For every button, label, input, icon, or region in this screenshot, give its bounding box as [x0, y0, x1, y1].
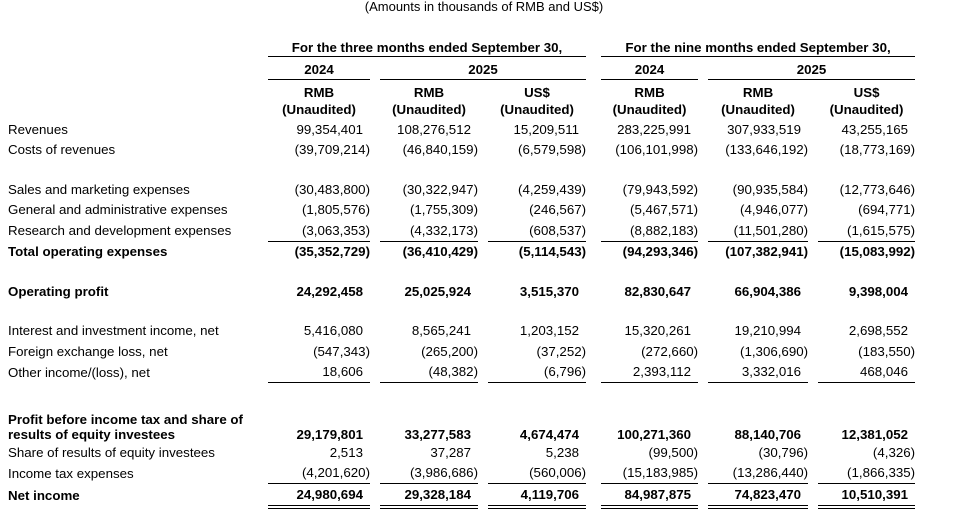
col-gap: [370, 442, 380, 463]
col-gap: [586, 241, 601, 262]
col-gap: [586, 341, 601, 362]
col-gap: [586, 321, 601, 342]
col-gap: [698, 463, 708, 484]
col-gap: [370, 80, 380, 101]
value-cell: (560,006): [488, 463, 586, 484]
value-cell: (547,343): [313, 343, 370, 359]
col-gap: [586, 442, 601, 463]
table-body: [8, 119, 915, 507]
col-gap: [370, 484, 380, 507]
value-cell: (30,322,947): [402, 181, 478, 197]
col-gap: [478, 463, 488, 484]
value-cell: 1,203,152: [519, 323, 580, 339]
value-cell: 4,674,474: [519, 427, 580, 442]
row-label: Revenues: [8, 121, 68, 137]
col-gap: [698, 200, 708, 221]
col-gap: [478, 119, 488, 140]
value-cell: (1,306,690): [740, 343, 809, 359]
col-gap: [370, 100, 380, 119]
value-cell: 18,606: [268, 362, 370, 383]
col-gap: [370, 220, 380, 241]
col-gap: [698, 402, 708, 442]
value-cell: (13,286,440): [708, 463, 808, 484]
value-cell: (3,986,686): [380, 463, 478, 484]
value-cell: (35,352,729): [294, 244, 370, 260]
value-cell: (4,326): [872, 444, 916, 460]
row-label: General and administrative expenses: [8, 202, 228, 218]
value-cell: (15,083,992): [839, 244, 916, 260]
col-gap: [370, 281, 380, 302]
col-gap: [478, 220, 488, 241]
value-cell: 5,238: [545, 444, 580, 460]
col-gap: [808, 119, 818, 140]
value-cell: 29,179,801: [296, 427, 363, 442]
col-gap: [698, 119, 708, 140]
col-gap: [698, 220, 708, 241]
col-gap: [586, 281, 601, 302]
col-gap: [698, 281, 708, 302]
currency-header: RMB: [634, 85, 665, 100]
col-gap: [478, 402, 488, 442]
unaudited-header: (Unaudited): [829, 102, 904, 117]
value-cell: 4,119,706: [488, 484, 586, 507]
corner-cell: [8, 100, 268, 119]
value-cell: (1,866,335): [818, 463, 915, 484]
value-cell: 15,320,261: [624, 323, 692, 339]
value-cell: 29,328,184: [380, 484, 478, 507]
value-cell: 82,830,647: [624, 283, 692, 299]
col-gap: [808, 442, 818, 463]
col-gap: [698, 484, 708, 507]
value-cell: (6,579,598): [518, 142, 587, 158]
blank-row: [8, 302, 915, 321]
value-cell: 25,025,924: [404, 283, 471, 299]
currency-header: RMB: [303, 85, 335, 100]
col-gap: [808, 80, 818, 101]
value-cell: 5,416,080: [303, 323, 363, 339]
col-gap: [370, 321, 380, 342]
value-cell: (11,501,280): [708, 220, 808, 241]
col-gap: [478, 100, 488, 119]
col-gap: [808, 200, 818, 221]
col-gap: [478, 140, 488, 161]
corner-cell: [8, 80, 268, 101]
col-gap: [808, 140, 818, 161]
value-cell: 10,510,391: [818, 484, 915, 507]
value-cell: 99,354,401: [296, 121, 363, 137]
row-label: Net income: [8, 487, 80, 503]
year-header: 2025: [380, 57, 586, 80]
value-cell: (12,773,646): [839, 181, 916, 197]
value-cell: (94,293,346): [622, 244, 699, 260]
col-gap: [808, 241, 818, 262]
col-gap: [586, 200, 601, 221]
value-cell: 24,980,694: [268, 484, 370, 507]
value-cell: 307,933,519: [727, 121, 802, 137]
value-cell: (3,063,353): [268, 220, 370, 241]
value-cell: (272,660): [641, 343, 699, 359]
value-cell: (15,183,985): [601, 463, 698, 484]
col-gap: [370, 463, 380, 484]
unaudited-header: (Unaudited): [282, 102, 356, 117]
value-cell: 108,276,512: [397, 121, 471, 137]
value-cell: 100,271,360: [617, 427, 692, 442]
col-gap: [478, 362, 488, 383]
value-cell: (246,567): [529, 202, 587, 218]
col-gap: [370, 119, 380, 140]
value-cell: (6,796): [488, 362, 586, 383]
col-gap: [478, 241, 488, 262]
col-gap: [808, 220, 818, 241]
col-gap: [808, 321, 818, 342]
row-label: Interest and investment income, net: [8, 323, 219, 339]
value-cell: (4,201,620): [268, 463, 370, 484]
value-cell: 88,140,706: [734, 427, 802, 442]
col-gap: [698, 321, 708, 342]
col-gap: [478, 179, 488, 200]
value-cell: (4,946,077): [740, 202, 809, 218]
col-gap: [586, 140, 601, 161]
col-gap: [698, 179, 708, 200]
col-gap: [698, 442, 708, 463]
col-gap: [808, 100, 818, 119]
value-cell: 37,287: [430, 444, 471, 460]
col-gap: [370, 200, 380, 221]
currency-header: US$: [853, 85, 880, 100]
value-cell: (4,259,439): [518, 181, 587, 197]
col-gap: [698, 140, 708, 161]
value-cell: (36,410,429): [402, 244, 478, 260]
currency-header: RMB: [413, 85, 445, 100]
col-gap: [586, 100, 601, 119]
value-cell: 3,515,370: [519, 283, 580, 299]
value-cell: 19,210,994: [734, 323, 802, 339]
group-gap: [586, 40, 601, 57]
value-cell: 33,277,583: [404, 427, 471, 442]
value-cell: (265,200): [421, 343, 478, 359]
col-gap: [586, 80, 601, 101]
value-cell: 8,565,241: [411, 323, 471, 339]
value-cell: (694,771): [858, 202, 916, 218]
row-label: Costs of revenues: [8, 142, 116, 158]
value-cell: (5,114,543): [518, 244, 587, 260]
value-cell: 283,225,991: [617, 121, 692, 137]
col-gap: [586, 362, 601, 383]
col-gap: [698, 362, 708, 383]
col-gap: [586, 220, 601, 241]
currency-header: US$: [524, 85, 550, 100]
col-gap: [586, 179, 601, 200]
col-gap: [808, 281, 818, 302]
value-cell: 24,292,458: [296, 283, 363, 299]
value-cell: (39,709,214): [294, 142, 370, 158]
row-label: Share of results of equity investees: [8, 444, 215, 460]
col-gap: [370, 341, 380, 362]
value-cell: 9,398,004: [848, 283, 909, 299]
col-gap: [808, 341, 818, 362]
value-cell: (18,773,169): [839, 142, 916, 158]
col-gap: [808, 362, 818, 383]
value-cell: (133,646,192): [725, 142, 809, 158]
row-label: Operating profit: [8, 283, 109, 299]
value-cell: 468,046: [818, 362, 915, 383]
value-cell: (183,550): [858, 343, 916, 359]
value-cell: (106,101,998): [615, 142, 699, 158]
currency-header: RMB: [742, 85, 774, 100]
col-gap: [478, 281, 488, 302]
blank-row: [8, 160, 915, 179]
col-gap: [370, 402, 380, 442]
col-gap: [586, 119, 601, 140]
col-gap: [808, 402, 818, 442]
value-cell: (1,615,575): [818, 220, 915, 241]
row-label: Research and development expenses: [8, 223, 232, 238]
row-label: Other income/(loss), net: [8, 364, 150, 380]
col-gap: [808, 179, 818, 200]
col-gap: [370, 57, 380, 80]
col-gap: [370, 179, 380, 200]
corner-cell: [8, 57, 268, 80]
value-cell: (37,252): [536, 343, 587, 359]
col-gap: [478, 484, 488, 507]
corner-cell: [8, 40, 268, 57]
statement-subtitle: (Amounts in thousands of RMB and US$): [364, 0, 604, 14]
col-gap: [586, 463, 601, 484]
col-gap: [698, 57, 708, 80]
group-header-three-months: For the three months ended September 30,: [268, 40, 586, 57]
value-cell: (107,382,941): [725, 244, 809, 260]
table-header: [8, 40, 915, 119]
row-label: Income tax expenses: [8, 465, 134, 481]
col-gap: [808, 463, 818, 484]
value-cell: 2,698,552: [848, 323, 909, 339]
value-cell: 43,255,165: [841, 121, 909, 137]
value-cell: (608,537): [488, 220, 586, 241]
value-cell: (30,483,800): [294, 181, 370, 197]
row-label: Foreign exchange loss, net: [8, 343, 168, 359]
col-gap: [478, 200, 488, 221]
blank-row: [8, 262, 915, 281]
col-gap: [478, 80, 488, 101]
group-gap: [586, 57, 601, 80]
value-cell: (79,943,592): [622, 181, 699, 197]
income-statement-table: [8, 40, 915, 509]
col-gap: [478, 341, 488, 362]
value-cell: 15,209,511: [513, 121, 580, 137]
blank-row: [8, 383, 915, 403]
value-cell: (90,935,584): [732, 181, 809, 197]
unaudited-header: (Unaudited): [721, 102, 795, 117]
value-cell: (5,467,571): [630, 202, 699, 218]
value-cell: (30,796): [758, 444, 809, 460]
col-gap: [808, 484, 818, 507]
unaudited-header: (Unaudited): [612, 102, 687, 117]
value-cell: 3,332,016: [708, 362, 808, 383]
col-gap: [586, 484, 601, 507]
row-label: Total operating expenses: [8, 244, 168, 259]
col-gap: [698, 341, 708, 362]
col-gap: [478, 442, 488, 463]
row-label: Sales and marketing expenses: [8, 181, 190, 197]
col-gap: [698, 80, 708, 101]
col-gap: [370, 241, 380, 262]
value-cell: (46,840,159): [402, 142, 478, 158]
year-header: 2024: [601, 57, 698, 80]
value-cell: (48,382): [380, 362, 478, 383]
row-label: Profit before income tax and share of results of equity investees: [8, 412, 243, 442]
value-cell: 2,393,112: [601, 362, 698, 383]
value-cell: 74,823,470: [708, 484, 808, 507]
col-gap: [698, 241, 708, 262]
col-gap: [586, 402, 601, 442]
value-cell: (8,882,183): [601, 220, 698, 241]
unaudited-header: (Unaudited): [500, 102, 574, 117]
value-cell: 66,904,386: [734, 283, 802, 299]
col-gap: [698, 100, 708, 119]
value-cell: 12,381,052: [841, 427, 909, 442]
year-header: 2025: [708, 57, 915, 80]
value-cell: 2,513: [329, 444, 363, 460]
value-cell: (4,332,173): [380, 220, 478, 241]
value-cell: (1,805,576): [301, 202, 370, 218]
col-gap: [370, 362, 380, 383]
value-cell: 84,987,875: [601, 484, 698, 507]
value-cell: (99,500): [648, 444, 699, 460]
year-header: 2024: [268, 57, 370, 80]
unaudited-header: (Unaudited): [392, 102, 466, 117]
col-gap: [478, 321, 488, 342]
group-header-nine-months: For the nine months ended September 30,: [601, 40, 915, 57]
col-gap: [370, 140, 380, 161]
value-cell: (1,755,309): [409, 202, 478, 218]
